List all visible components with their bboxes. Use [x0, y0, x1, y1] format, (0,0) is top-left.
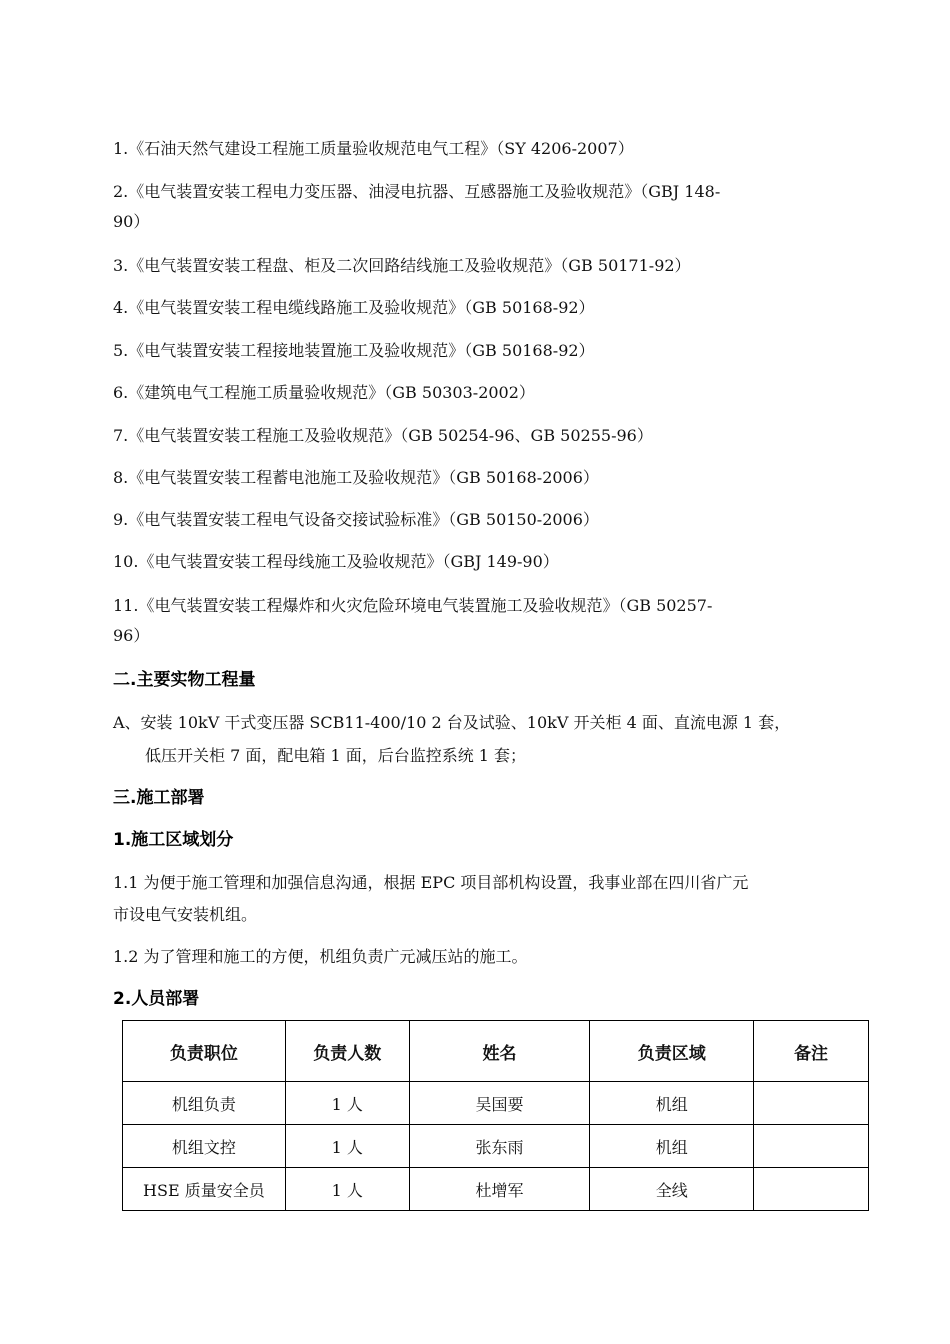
- subsection-1-heading: 1.施工区域划分: [113, 830, 234, 850]
- reference-item-4: 4.《电气装置安装工程电缆线路施工及验收规范》（GB 50168-92）: [113, 298, 595, 317]
- paragraph-1-2: 1.2 为了管理和施工的方便，机组负责广元减压站的施工。: [113, 947, 528, 966]
- cell-name: 吴国要: [409, 1082, 590, 1125]
- reference-item-9: 9.《电气装置安装工程电气设备交接试验标准》（GB 50150-2006）: [113, 510, 599, 529]
- paragraph-1-1-cont: 市设电气安装机组。: [113, 905, 258, 924]
- cell-headcount: 1 人: [285, 1082, 409, 1125]
- subsection-2-heading: 2.人员部署: [113, 989, 200, 1009]
- table-row: [123, 1082, 869, 1125]
- cell-area: 机组: [590, 1125, 754, 1168]
- cell-headcount: 1 人: [285, 1125, 409, 1168]
- cell-name: 张东雨: [409, 1125, 590, 1168]
- reference-item-5: 5.《电气装置安装工程接地装置施工及验收规范》（GB 50168-92）: [113, 341, 595, 360]
- header-name: 姓名: [409, 1021, 590, 1082]
- reference-item-10: 10.《电气装置安装工程母线施工及验收规范》（GBJ 149-90）: [113, 552, 559, 571]
- cell-position: 机组文控: [123, 1125, 286, 1168]
- staff-table: [122, 1020, 869, 1211]
- cell-remarks: [754, 1082, 869, 1125]
- reference-item-7: 7.《电气装置安装工程施工及验收规范》（GB 50254-96、GB 50255-96）: [113, 426, 653, 445]
- cell-position: HSE 质量安全员: [123, 1168, 286, 1211]
- header-area: 负责区域: [590, 1021, 754, 1082]
- reference-item-11: 11.《电气装置安装工程爆炸和火灾危险环境电气装置施工及验收规范》（GB 50257-: [113, 596, 713, 615]
- table-header-row: [123, 1021, 869, 1082]
- cell-position: 机组负责: [123, 1082, 286, 1125]
- section-2-heading: 二.主要实物工程量: [113, 670, 256, 690]
- table-row: [123, 1125, 869, 1168]
- cell-area: 机组: [590, 1082, 754, 1125]
- header-remarks: 备注: [754, 1021, 869, 1082]
- reference-item-2: 2.《电气装置安装工程电力变压器、油浸电抗器、互感器施工及验收规范》（GBJ 148-: [113, 182, 721, 201]
- reference-item-3: 3.《电气装置安装工程盘、柜及二次回路结线施工及验收规范》（GB 50171-92）: [113, 256, 691, 275]
- header-position: 负责职位: [123, 1021, 286, 1082]
- section-2-item-a-cont: 低压开关柜 7 面，配电箱 1 面，后台监控系统 1 套；: [145, 746, 527, 765]
- section-3-heading: 三.施工部署: [113, 788, 205, 808]
- cell-area: 全线: [590, 1168, 754, 1211]
- paragraph-1-1: 1.1 为便于施工管理和加强信息沟通，根据 EPC 项目部机构设置，我事业部在四川省广元: [113, 873, 749, 892]
- cell-headcount: 1 人: [285, 1168, 409, 1211]
- table-row: [123, 1168, 869, 1211]
- reference-item-6: 6.《建筑电气工程施工质量验收规范》（GB 50303-2002）: [113, 383, 535, 402]
- cell-remarks: [754, 1168, 869, 1211]
- reference-item-11-cont: 96）: [113, 626, 150, 645]
- header-headcount: 负责人数: [285, 1021, 409, 1082]
- reference-item-8: 8.《电气装置安装工程蓄电池施工及验收规范》（GB 50168-2006）: [113, 468, 599, 487]
- section-2-item-a: A、安装 10kV 干式变压器 SCB11-400/10 2 台及试验、10kV 开关柜 4 面、直流电源 1 套，: [113, 713, 791, 732]
- reference-item-1: 1.《石油天然气建设工程施工质量验收规范电气工程》（SY 4206-2007）: [113, 139, 634, 158]
- cell-remarks: [754, 1125, 869, 1168]
- reference-item-2-cont: 90）: [113, 212, 150, 231]
- cell-name: 杜增军: [409, 1168, 590, 1211]
